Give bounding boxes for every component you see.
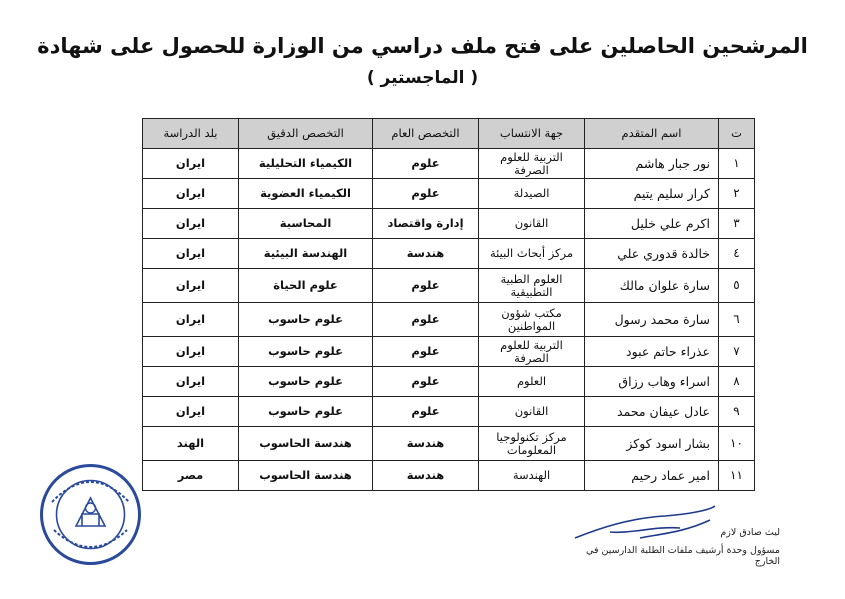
- applicant-name: بشار اسود كوكز: [585, 427, 719, 461]
- document-title: المرشحين الحاصلين على فتح ملف دراسي من الوزارة للحصول على شهادة: [37, 34, 808, 58]
- specific-specialization: علوم حاسوب: [239, 303, 373, 337]
- table-row: [143, 269, 755, 303]
- general-specialization: علوم: [373, 179, 479, 209]
- affiliation: العلوم الطبية التطبيقية: [479, 269, 585, 303]
- row-number: ٨: [719, 367, 755, 397]
- applicant-name: سارة علوان مالك: [585, 269, 719, 303]
- general-specialization: هندسة: [373, 461, 479, 491]
- affiliation: مكتب شؤون المواطنين: [479, 303, 585, 337]
- row-number: ٣: [719, 209, 755, 239]
- study-country: ايران: [143, 239, 239, 269]
- signer-role: مسؤول وحدة أرشيف ملفات الطلبة الدارسين في الخارج: [586, 545, 780, 567]
- header-specific-specialization: التخصص الدقيق: [239, 119, 373, 149]
- university-stamp: [38, 462, 143, 567]
- row-number: ٥: [719, 269, 755, 303]
- table-header-row: [143, 119, 755, 149]
- specific-specialization: الكيمياء العضوية: [239, 179, 373, 209]
- applicant-name: اسراء وهاب رزاق: [585, 367, 719, 397]
- table-row: [143, 209, 755, 239]
- table-row: [143, 179, 755, 209]
- general-specialization: علوم: [373, 149, 479, 179]
- specific-specialization: علوم الحياة: [239, 269, 373, 303]
- general-specialization: علوم: [373, 397, 479, 427]
- table-row: [143, 337, 755, 367]
- table-row: [143, 149, 755, 179]
- candidates-table: [142, 118, 755, 491]
- applicant-name: خالدة قدوري علي: [585, 239, 719, 269]
- row-number: ٢: [719, 179, 755, 209]
- affiliation: مركز تكنولوجيا المعلومات: [479, 427, 585, 461]
- study-country: ايران: [143, 209, 239, 239]
- general-specialization: علوم: [373, 303, 479, 337]
- row-number: ١١: [719, 461, 755, 491]
- study-country: ايران: [143, 397, 239, 427]
- applicant-name: سارة محمد رسول: [585, 303, 719, 337]
- specific-specialization: علوم حاسوب: [239, 367, 373, 397]
- specific-specialization: المحاسبة: [239, 209, 373, 239]
- general-specialization: هندسة: [373, 239, 479, 269]
- affiliation: القانون: [479, 397, 585, 427]
- general-specialization: علوم: [373, 337, 479, 367]
- table-row: [143, 239, 755, 269]
- header-study-country: بلد الدراسة: [143, 119, 239, 149]
- table-row: [143, 397, 755, 427]
- study-country: ايران: [143, 269, 239, 303]
- study-country: ايران: [143, 367, 239, 397]
- header-applicant-name: اسم المتقدم: [585, 119, 719, 149]
- table-row: [143, 427, 755, 461]
- table-row: [143, 367, 755, 397]
- affiliation: مركز أبحاث البيئة: [479, 239, 585, 269]
- applicant-name: اكرم علي خليل: [585, 209, 719, 239]
- specific-specialization: هندسة الحاسوب: [239, 461, 373, 491]
- affiliation: العلوم: [479, 367, 585, 397]
- specific-specialization: الهندسة البيئية: [239, 239, 373, 269]
- specific-specialization: الكيمياء التحليلية: [239, 149, 373, 179]
- study-country: ايران: [143, 179, 239, 209]
- affiliation: التربية للعلوم الصرفة: [479, 337, 585, 367]
- row-number: ١: [719, 149, 755, 179]
- affiliation: التربية للعلوم الصرفة: [479, 149, 585, 179]
- general-specialization: إدارة واقتصاد: [373, 209, 479, 239]
- table-row: [143, 303, 755, 337]
- specific-specialization: هندسة الحاسوب: [239, 427, 373, 461]
- study-country: الهند: [143, 427, 239, 461]
- header-number: ت: [719, 119, 755, 149]
- study-country: مصر: [143, 461, 239, 491]
- specific-specialization: علوم حاسوب: [239, 337, 373, 367]
- applicant-name: كرار سليم يتيم: [585, 179, 719, 209]
- affiliation: الصيدلة: [479, 179, 585, 209]
- row-number: ٧: [719, 337, 755, 367]
- study-country: ايران: [143, 149, 239, 179]
- general-specialization: علوم: [373, 367, 479, 397]
- document-subtitle: ( الماجستير ): [366, 68, 479, 88]
- row-number: ٩: [719, 397, 755, 427]
- row-number: ٤: [719, 239, 755, 269]
- signature: [570, 498, 720, 548]
- header-general-specialization: التخصص العام: [373, 119, 479, 149]
- applicant-name: عذراء حاتم عبود: [585, 337, 719, 367]
- row-number: ١٠: [719, 427, 755, 461]
- specific-specialization: علوم حاسوب: [239, 397, 373, 427]
- general-specialization: هندسة: [373, 427, 479, 461]
- header-affiliation: جهة الانتساب: [479, 119, 585, 149]
- signer-name: ليث صادق لازم: [720, 527, 780, 538]
- row-number: ٦: [719, 303, 755, 337]
- general-specialization: علوم: [373, 269, 479, 303]
- affiliation: الهندسة: [479, 461, 585, 491]
- table-row: [143, 461, 755, 491]
- study-country: ايران: [143, 337, 239, 367]
- applicant-name: امير عماد رحيم: [585, 461, 719, 491]
- applicant-name: نور جبار هاشم: [585, 149, 719, 179]
- study-country: ايران: [143, 303, 239, 337]
- applicant-name: عادل عيفان محمد: [585, 397, 719, 427]
- affiliation: القانون: [479, 209, 585, 239]
